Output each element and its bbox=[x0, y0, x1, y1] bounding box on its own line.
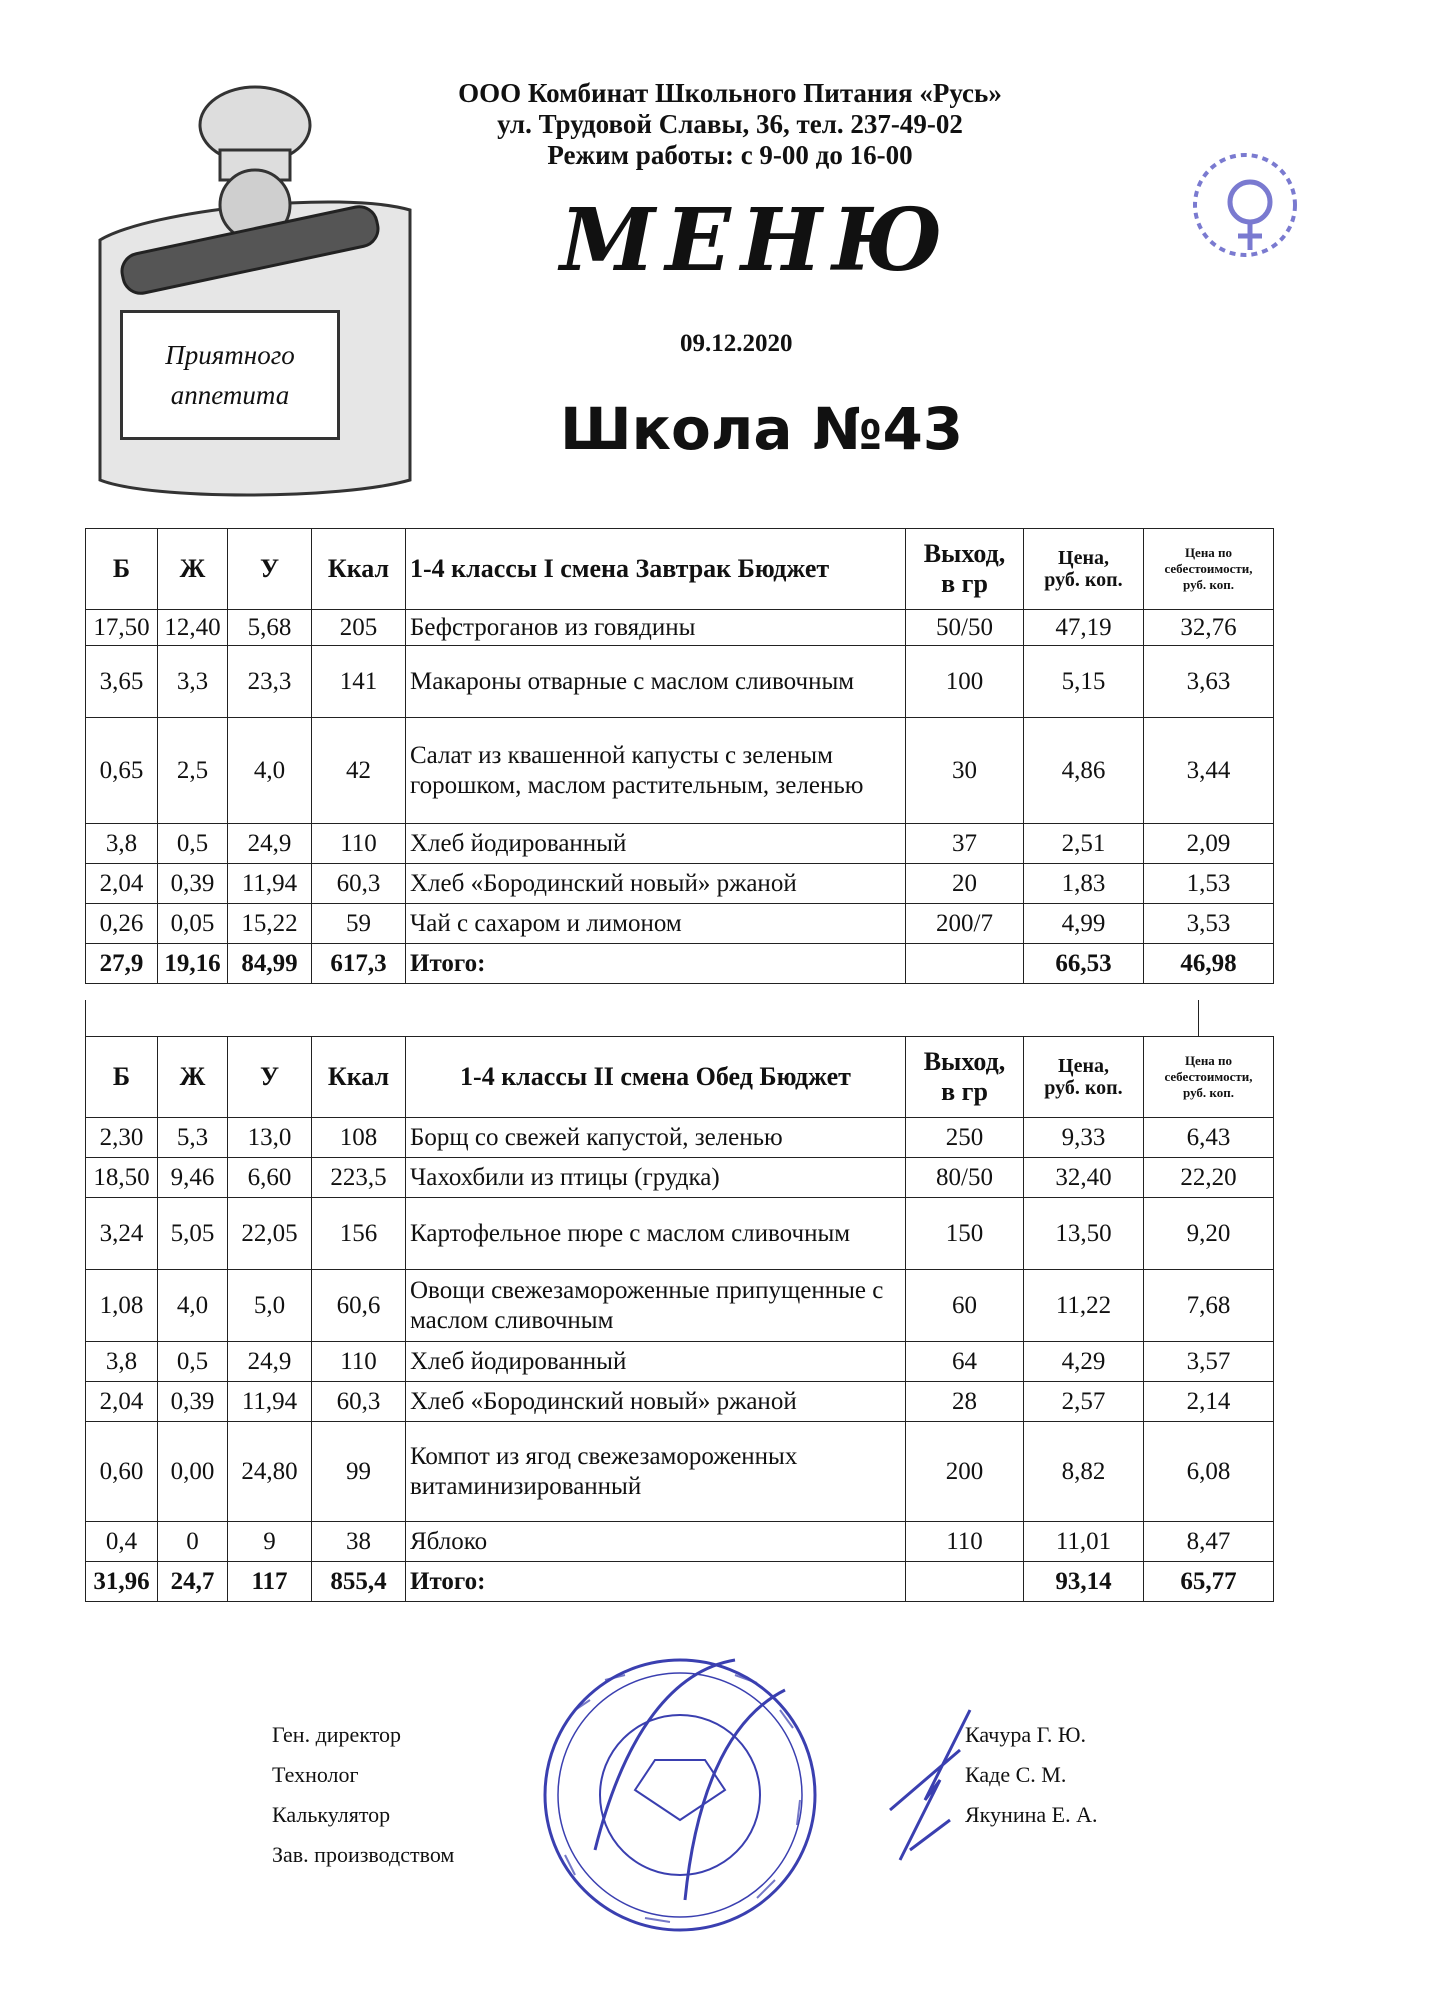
cell-cost: 22,20 bbox=[1144, 1158, 1274, 1198]
cell-price: 13,50 bbox=[1024, 1198, 1144, 1270]
cell-zh: 3,3 bbox=[158, 646, 228, 718]
total-price: 93,14 bbox=[1024, 1562, 1144, 1602]
col-header-price-line-1: Цена, bbox=[1058, 1055, 1109, 1077]
total-label: Итого: bbox=[406, 944, 906, 984]
col-header-yield bbox=[906, 529, 1024, 610]
cell-yield: 250 bbox=[906, 1118, 1024, 1158]
company-header bbox=[430, 78, 1030, 171]
cell-kcal: 59 bbox=[312, 904, 406, 944]
cell-dish: Яблоко bbox=[406, 1522, 906, 1562]
cell-cost: 3,57 bbox=[1144, 1342, 1274, 1382]
breakfast-heading: 1-4 классы I смена Завтрак Бюджет bbox=[406, 529, 906, 610]
cell-b: 0,4 bbox=[86, 1522, 158, 1562]
appetite-banner bbox=[120, 310, 340, 440]
table-row bbox=[86, 1522, 1274, 1562]
cell-yield: 60 bbox=[906, 1270, 1024, 1342]
cell-kcal: 42 bbox=[312, 718, 406, 824]
cell-zh: 2,5 bbox=[158, 718, 228, 824]
cell-b: 3,65 bbox=[86, 646, 158, 718]
menu-title: МЕНЮ bbox=[560, 190, 953, 291]
col-header-cost-line-2: себестоимости, bbox=[1164, 1069, 1253, 1084]
col-header-cost bbox=[1144, 1037, 1274, 1118]
cell-cost: 3,63 bbox=[1144, 646, 1274, 718]
cell-zh: 4,0 bbox=[158, 1270, 228, 1342]
col-header-yield-line-2: в гр bbox=[941, 569, 988, 598]
cell-dish: Бефстроганов из говядины bbox=[406, 610, 906, 646]
cell-u: 5,68 bbox=[228, 610, 312, 646]
role-director: Ген. директор bbox=[272, 1722, 402, 1747]
table-row bbox=[86, 1382, 1274, 1422]
cell-yield: 110 bbox=[906, 1522, 1024, 1562]
col-header-b: Б bbox=[86, 1037, 158, 1118]
cell-u: 24,9 bbox=[228, 824, 312, 864]
company-name: ООО Комбинат Школьного Питания «Русь» bbox=[458, 78, 1002, 108]
col-header-u: У bbox=[228, 529, 312, 610]
cell-dish: Борщ со свежей капустой, зеленью bbox=[406, 1118, 906, 1158]
col-header-cost-line-1: Цена по bbox=[1184, 545, 1233, 560]
cell-price: 2,51 bbox=[1024, 824, 1144, 864]
table-row bbox=[86, 824, 1274, 864]
total-cost: 46,98 bbox=[1144, 944, 1274, 984]
menu-date: 09.12.2020 bbox=[680, 330, 793, 357]
cell-kcal: 110 bbox=[312, 1342, 406, 1382]
cell-yield: 100 bbox=[906, 646, 1024, 718]
total-label: Итого: bbox=[406, 1562, 906, 1602]
cell-cost: 1,53 bbox=[1144, 864, 1274, 904]
cell-cost: 2,14 bbox=[1144, 1382, 1274, 1422]
cell-yield: 200 bbox=[906, 1422, 1024, 1522]
cell-kcal: 99 bbox=[312, 1422, 406, 1522]
cell-yield: 64 bbox=[906, 1342, 1024, 1382]
cell-zh: 0,00 bbox=[158, 1422, 228, 1522]
table-row bbox=[86, 1422, 1274, 1522]
cell-u: 15,22 bbox=[228, 904, 312, 944]
cell-u: 23,3 bbox=[228, 646, 312, 718]
small-stamp-mark bbox=[1180, 140, 1310, 270]
cell-zh: 9,46 bbox=[158, 1158, 228, 1198]
cell-b: 3,8 bbox=[86, 1342, 158, 1382]
cell-price: 2,57 bbox=[1024, 1382, 1144, 1422]
cell-yield: 20 bbox=[906, 864, 1024, 904]
cell-price: 4,86 bbox=[1024, 718, 1144, 824]
col-header-u: У bbox=[228, 1037, 312, 1118]
lunch-heading: 1-4 классы II смена Обед Бюджет bbox=[406, 1037, 906, 1118]
cell-cost: 32,76 bbox=[1144, 610, 1274, 646]
cell-price: 47,19 bbox=[1024, 610, 1144, 646]
col-header-cost-line-3: руб. коп. bbox=[1183, 577, 1234, 592]
table-row bbox=[86, 1118, 1274, 1158]
cell-kcal: 60,3 bbox=[312, 1382, 406, 1422]
cell-kcal: 141 bbox=[312, 646, 406, 718]
cell-cost: 3,53 bbox=[1144, 904, 1274, 944]
total-price: 66,53 bbox=[1024, 944, 1144, 984]
total-yield bbox=[906, 1562, 1024, 1602]
total-kcal: 617,3 bbox=[312, 944, 406, 984]
company-address: ул. Трудовой Славы, 36, тел. 237-49-02 bbox=[497, 109, 963, 139]
col-header-b: Б bbox=[86, 529, 158, 610]
cell-cost: 9,20 bbox=[1144, 1198, 1274, 1270]
total-u: 84,99 bbox=[228, 944, 312, 984]
cell-dish: Компот из ягод свежезамороженных витаминизированный bbox=[406, 1422, 906, 1522]
cell-zh: 0,5 bbox=[158, 1342, 228, 1382]
col-header-price bbox=[1024, 529, 1144, 610]
cell-u: 4,0 bbox=[228, 718, 312, 824]
cell-b: 18,50 bbox=[86, 1158, 158, 1198]
name-director: Качура Г. Ю. bbox=[965, 1722, 1086, 1747]
col-header-price-line-2: руб. коп. bbox=[1044, 569, 1123, 591]
cell-dish: Чахохбили из птицы (грудка) bbox=[406, 1158, 906, 1198]
total-row bbox=[86, 1562, 1274, 1602]
col-header-yield-line-2: в гр bbox=[941, 1077, 988, 1106]
cell-yield: 28 bbox=[906, 1382, 1024, 1422]
cell-price: 11,01 bbox=[1024, 1522, 1144, 1562]
table-row bbox=[86, 1198, 1274, 1270]
col-header-cost-line-1: Цена по bbox=[1184, 1053, 1233, 1068]
company-hours: Режим работы: с 9-00 до 16-00 bbox=[547, 140, 913, 170]
table-row bbox=[86, 1270, 1274, 1342]
cell-dish: Чай с сахаром и лимоном bbox=[406, 904, 906, 944]
col-header-cost bbox=[1144, 529, 1274, 610]
table-separator bbox=[85, 1000, 1330, 1036]
col-header-yield-line-1: Выход, bbox=[923, 1047, 1006, 1076]
school-name: Школа №43 bbox=[560, 395, 964, 463]
cell-yield: 150 bbox=[906, 1198, 1024, 1270]
cell-price: 32,40 bbox=[1024, 1158, 1144, 1198]
cell-kcal: 60,3 bbox=[312, 864, 406, 904]
cell-price: 9,33 bbox=[1024, 1118, 1144, 1158]
breakfast-table bbox=[85, 528, 1274, 984]
cell-u: 13,0 bbox=[228, 1118, 312, 1158]
table-row bbox=[86, 864, 1274, 904]
cell-u: 11,94 bbox=[228, 1382, 312, 1422]
total-b: 27,9 bbox=[86, 944, 158, 984]
cell-cost: 8,47 bbox=[1144, 1522, 1274, 1562]
col-header-kcal: Ккал bbox=[312, 1037, 406, 1118]
cell-cost: 6,43 bbox=[1144, 1118, 1274, 1158]
cell-cost: 2,09 bbox=[1144, 824, 1274, 864]
cell-yield: 80/50 bbox=[906, 1158, 1024, 1198]
table-row bbox=[86, 610, 1274, 646]
cell-dish: Хлеб «Бородинский новый» ржаной bbox=[406, 1382, 906, 1422]
cell-zh: 0,05 bbox=[158, 904, 228, 944]
cell-yield: 30 bbox=[906, 718, 1024, 824]
col-header-kcal: Ккал bbox=[312, 529, 406, 610]
cell-price: 5,15 bbox=[1024, 646, 1144, 718]
appetite-line-1: Приятного bbox=[165, 340, 295, 370]
cell-cost: 7,68 bbox=[1144, 1270, 1274, 1342]
cell-u: 24,9 bbox=[228, 1342, 312, 1382]
signature-roles bbox=[272, 1715, 454, 1875]
table-header-row bbox=[86, 1037, 1274, 1118]
cell-dish: Хлеб «Бородинский новый» ржаной bbox=[406, 864, 906, 904]
role-calculator: Калькулятор bbox=[272, 1802, 391, 1827]
total-yield bbox=[906, 944, 1024, 984]
cell-u: 11,94 bbox=[228, 864, 312, 904]
cell-b: 0,65 bbox=[86, 718, 158, 824]
cell-cost: 3,44 bbox=[1144, 718, 1274, 824]
cell-kcal: 60,6 bbox=[312, 1270, 406, 1342]
table-row bbox=[86, 1342, 1274, 1382]
cell-zh: 0 bbox=[158, 1522, 228, 1562]
cell-kcal: 110 bbox=[312, 824, 406, 864]
role-technologist: Технолог bbox=[272, 1762, 359, 1787]
cell-yield: 200/7 bbox=[906, 904, 1024, 944]
cell-yield: 37 bbox=[906, 824, 1024, 864]
cell-dish: Салат из квашенной капусты с зеленым горошком, маслом растительным, зеленью bbox=[406, 718, 906, 824]
total-row bbox=[86, 944, 1274, 984]
total-cost: 65,77 bbox=[1144, 1562, 1274, 1602]
cell-cost: 6,08 bbox=[1144, 1422, 1274, 1522]
col-header-cost-line-3: руб. коп. bbox=[1183, 1085, 1234, 1100]
cell-b: 3,8 bbox=[86, 824, 158, 864]
cell-kcal: 156 bbox=[312, 1198, 406, 1270]
cell-u: 5,0 bbox=[228, 1270, 312, 1342]
cell-b: 2,04 bbox=[86, 1382, 158, 1422]
col-header-yield bbox=[906, 1037, 1024, 1118]
col-header-price-line-1: Цена, bbox=[1058, 547, 1109, 569]
col-header-zh: Ж bbox=[158, 529, 228, 610]
cell-b: 17,50 bbox=[86, 610, 158, 646]
cell-u: 24,80 bbox=[228, 1422, 312, 1522]
name-technologist: Каде С. М. bbox=[965, 1762, 1067, 1787]
table-row bbox=[86, 904, 1274, 944]
cell-kcal: 38 bbox=[312, 1522, 406, 1562]
handwritten-signature bbox=[880, 1690, 990, 1870]
cell-price: 8,82 bbox=[1024, 1422, 1144, 1522]
cell-b: 1,08 bbox=[86, 1270, 158, 1342]
table-row bbox=[86, 1158, 1274, 1198]
cell-u: 9 bbox=[228, 1522, 312, 1562]
cell-b: 0,26 bbox=[86, 904, 158, 944]
table-row bbox=[86, 718, 1274, 824]
cell-dish: Макароны отварные с маслом сливочным bbox=[406, 646, 906, 718]
total-zh: 24,7 bbox=[158, 1562, 228, 1602]
cell-zh: 0,39 bbox=[158, 864, 228, 904]
col-header-zh: Ж bbox=[158, 1037, 228, 1118]
total-b: 31,96 bbox=[86, 1562, 158, 1602]
company-seal bbox=[535, 1650, 825, 1940]
cell-price: 4,99 bbox=[1024, 904, 1144, 944]
col-header-price bbox=[1024, 1037, 1144, 1118]
role-production-head: Зав. производством bbox=[272, 1842, 455, 1867]
total-zh: 19,16 bbox=[158, 944, 228, 984]
cell-b: 2,04 bbox=[86, 864, 158, 904]
cell-b: 3,24 bbox=[86, 1198, 158, 1270]
table-row bbox=[86, 646, 1274, 718]
cell-kcal: 205 bbox=[312, 610, 406, 646]
col-header-cost-line-2: себестоимости, bbox=[1164, 561, 1253, 576]
appetite-line-2: аппетита bbox=[170, 380, 290, 410]
col-header-yield-line-1: Выход, bbox=[923, 539, 1006, 568]
cell-zh: 5,05 bbox=[158, 1198, 228, 1270]
cell-price: 11,22 bbox=[1024, 1270, 1144, 1342]
cell-zh: 0,5 bbox=[158, 824, 228, 864]
name-calculator: Якунина Е. А. bbox=[965, 1802, 1098, 1827]
cell-dish: Овощи свежезамороженные припущенные с маслом сливочным bbox=[406, 1270, 906, 1342]
cell-dish: Хлеб йодированный bbox=[406, 824, 906, 864]
cell-zh: 5,3 bbox=[158, 1118, 228, 1158]
cell-price: 1,83 bbox=[1024, 864, 1144, 904]
lunch-table bbox=[85, 1036, 1274, 1602]
cell-dish: Хлеб йодированный bbox=[406, 1342, 906, 1382]
cell-b: 0,60 bbox=[86, 1422, 158, 1522]
cell-kcal: 223,5 bbox=[312, 1158, 406, 1198]
cell-price: 4,29 bbox=[1024, 1342, 1144, 1382]
cell-u: 22,05 bbox=[228, 1198, 312, 1270]
cell-yield: 50/50 bbox=[906, 610, 1024, 646]
cell-b: 2,30 bbox=[86, 1118, 158, 1158]
col-header-price-line-2: руб. коп. bbox=[1044, 1077, 1123, 1099]
total-u: 117 bbox=[228, 1562, 312, 1602]
cell-kcal: 108 bbox=[312, 1118, 406, 1158]
table-header-row bbox=[86, 529, 1274, 610]
cell-zh: 0,39 bbox=[158, 1382, 228, 1422]
cell-u: 6,60 bbox=[228, 1158, 312, 1198]
total-kcal: 855,4 bbox=[312, 1562, 406, 1602]
cell-zh: 12,40 bbox=[158, 610, 228, 646]
cell-dish: Картофельное пюре с маслом сливочным bbox=[406, 1198, 906, 1270]
